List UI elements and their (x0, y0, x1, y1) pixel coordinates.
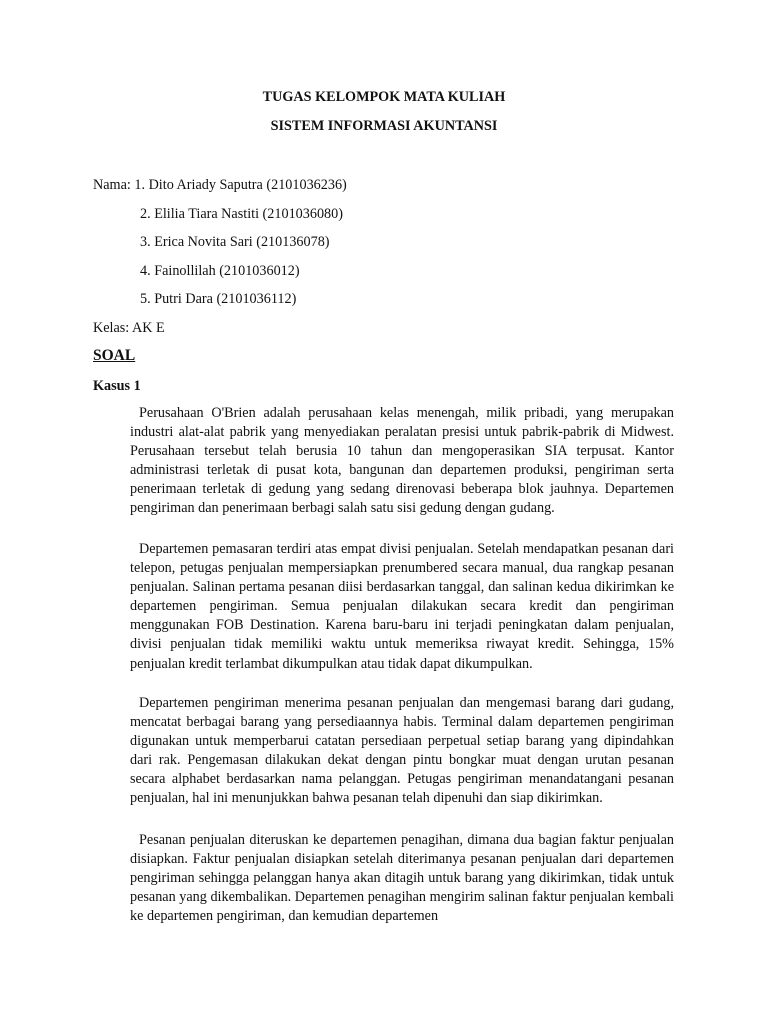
paragraph-1 (130, 404, 674, 519)
paragraph-2 (130, 540, 674, 674)
class-label: Kelas: AK E (93, 320, 165, 336)
member-item-5: 5. Putri Dara (2101036112) (140, 291, 297, 307)
paragraph-4 (130, 831, 674, 926)
case-heading: Kasus 1 (93, 378, 141, 394)
paragraph-4-text: Pesanan penjualan diteruskan ke departemen penagihan, dimana dua bagian faktur penjualan disiapkan. Faktur penjualan disiapkan setelah diterimanya pesanan penjualan dari departemen pengiriman sehingga pelanggan hanya akan ditagih untuk barang yang dikirimkan, tidak untuk pesanan yang dikembalikan. Departemen penagihan mengirim salinan faktur penjualan kembali ke departemen pengiriman, dan kemudian departemen (130, 832, 674, 925)
member-item-1 (93, 176, 347, 194)
section-heading-soal: SOAL (93, 347, 136, 364)
paragraph-1-text: Perusahaan O'Brien adalah perusahaan kelas menengah, milik pribadi, yang merupakan industri alat-alat pabrik yang menyediakan peralatan presisi untuk pabrik-pabrik di Midwest. Perusahaan tersebut telah berusia 10 tahun dan mengoperasikan SIA terpusat. Kantor administrasi terletak di pusat kota, bangunan dan departemen produksi, pengiriman serta penerimaan terletak di gedung yang sedang direnovasi beberapa blok jauhnya. Departemen pengiriman dan penerimaan berbagi salah satu sisi gedung dengan gudang. (130, 405, 674, 517)
paragraph-3-text: Departemen pengiriman menerima pesanan penjualan dan mengemasi barang dari gudang, mencatat berbagai barang yang persediaannya habis. Terminal dalam departemen pengiriman digunakan untuk memperbarui catatan persediaan perpetual setiap barang yang dipindahkan dari rak. Pengemasan dilakukan dekat dengan pintu bongkar muat dengan urutan pesanan secara alphabet berdasarkan nama pelanggan. Petugas pengiriman menandatangani pesanan penjualan, hal ini menunjukkan bahwa pesanan telah dipenuhi dan siap dikirimkan. (130, 695, 674, 807)
document-title-line-1: TUGAS KELOMPOK MATA KULIAH (262, 89, 506, 105)
member-name-1: 1. Dito Ariady Saputra (2101036236) (134, 177, 347, 193)
paragraph-2-text: Departemen pemasaran terdiri atas empat divisi penjualan. Setelah mendapatkan pesanan dari telepon, petugas penjualan mempersiapkan prenumbered secara manual, dua rangkap pesanan penjualan. Salinan pertama pesanan diisi berdasarkan tanggal, dan salinan kedua dikirimkan ke departemen pengiriman. Semua penjualan dilakukan secara kredit dan pengiriman menggunakan FOB Destination. Karena baru-baru ini terjadi peningkatan dalam penjualan, divisi penjualan tidak memiliki waktu untuk memeriksa riwayat kredit. Sehingga, 15% penjualan kredit terlambat dikumpulkan atau tidak dapat dikumpulkan. (130, 541, 674, 672)
member-item-2: 2. Elilia Tiara Nastiti (2101036080) (140, 206, 343, 222)
paragraph-3 (130, 694, 674, 809)
member-item-4: 4. Fainollilah (2101036012) (140, 263, 300, 279)
member-item-3: 3. Erica Novita Sari (210136078) (140, 234, 330, 250)
name-label: Nama: (93, 177, 135, 193)
document-title-line-2: SISTEM INFORMASI AKUNTANSI (270, 118, 498, 134)
